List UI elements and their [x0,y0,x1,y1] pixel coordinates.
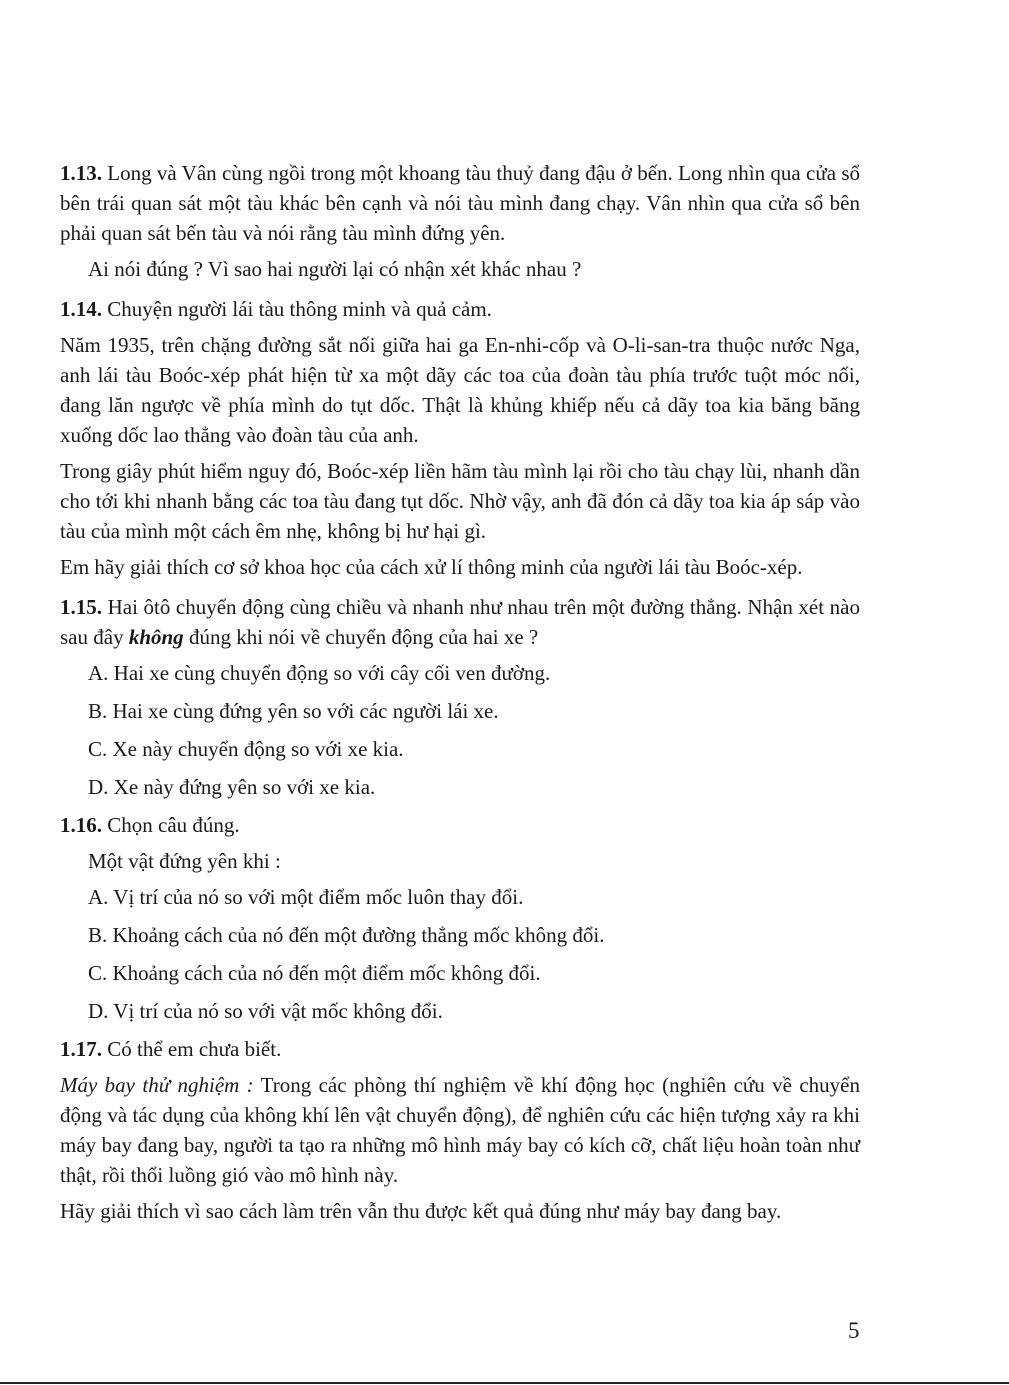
option-b: B. Khoảng cách của nó đến một đường thẳng mốc không đổi. [88,923,605,947]
problem-1-14-para-1: Năm 1935, trên chặng đường sắt nối giữa hai ga En-nhi-cốp và O-li-san-tra thuộc nước Nga, anh lái tàu Boóc-xép phát hiện từ xa một dãy các toa của đoàn tàu phía trước tuột móc nối, đang lăn ngược về phía mình do tụt dốc. Thật là khủng khiếp nếu cả dãy toa kia băng băng xuống dốc lao thẳng vào đoàn tàu của anh. [60,333,860,447]
option-a: A. Vị trí của nó so với một điểm mốc luôn thay đổi. [88,885,524,909]
problem-1-15 [60,592,860,652]
lead-phrase: Máy bay thử nghiệm : [60,1073,254,1097]
problem-1-16-title [60,810,860,840]
problem-1-14-title [60,294,860,324]
problem-text: Hai ôtô chuyển động cùng chiều và nhanh như nhau trên một đường thẳng. Nhận xét nào sau đây [60,595,860,649]
problem-1-16-intro: Một vật đứng yên khi : [88,849,281,873]
problem-number: 1.17. [60,1037,102,1061]
problem-text: đúng khi nói về chuyển động của hai xe ? [183,625,539,649]
problem-number: 1.13. [60,161,102,185]
option-c: C. Xe này chuyển động so với xe kia. [88,737,404,761]
option-d: D. Xe này đứng yên so với xe kia. [88,775,376,799]
problem-number: 1.14. [60,297,102,321]
problem-title: Có thể em chưa biết. [102,1037,282,1061]
problem-1-13-question: Ai nói đúng ? Vì sao hai người lại có nhận xét khác nhau ? [88,257,582,281]
problem-text: Long và Vân cùng ngồi trong một khoang tàu thuỷ đang đậu ở bến. Long nhìn qua cửa sổ bên trái quan sát một tàu khác bên cạnh và nói tàu mình đang chạy. Vân nhìn qua cửa sổ bên phải quan sát bến tàu và nói rằng tàu mình đứng yên. [60,161,860,245]
bottom-rule [0,1382,1009,1384]
problem-number: 1.15. [60,595,102,619]
problem-1-14-para-2: Trong giây phút hiểm nguy đó, Boóc-xép liền hãm tàu mình lại rồi cho tàu chạy lùi, nhanh dần cho tới khi nhanh bằng các toa tàu đang tụt dốc. Nhờ vậy, anh đã đón cả dãy toa kia áp sáp vào tàu của mình một cách êm nhẹ, không bị hư hại gì. [60,459,860,543]
problem-1-17-title [60,1034,860,1064]
emphasis-word: không [128,625,184,649]
problem-title: Chuyện người lái tàu thông minh và quả cảm. [102,297,492,321]
option-c: C. Khoảng cách của nó đến một điểm mốc không đổi. [88,961,541,985]
problem-1-14-para-3: Em hãy giải thích cơ sở khoa học của cách xử lí thông minh của người lái tàu Boóc-xép. [60,555,803,579]
problem-number: 1.16. [60,813,102,837]
problem-title: Chọn câu đúng. [102,813,240,837]
problem-1-13 [60,158,860,248]
problem-1-17-question: Hãy giải thích vì sao cách làm trên vẫn thu được kết quả đúng như máy bay đang bay. [60,1199,782,1223]
page-number: 5 [848,1318,860,1343]
option-b: B. Hai xe cùng đứng yên so với các người lái xe. [88,699,499,723]
option-d: D. Vị trí của nó so với vật mốc không đổi. [88,999,443,1023]
page-content [60,158,860,1232]
problem-1-17-text [60,1070,860,1190]
problem-text: Trong các phòng thí nghiệm về khí động học (nghiên cứu về chuyển động và tác dụng của không khí lên vật chuyển động), để nghiên cứu các hiện tượng xảy ra khi máy bay đang bay, người ta tạo ra những mô hình máy bay có kích cỡ, chất liệu hoàn toàn như thật, rồi thổi luồng gió vào mô hình này. [60,1073,860,1187]
option-a: A. Hai xe cùng chuyển động so với cây cối ven đường. [88,661,551,685]
